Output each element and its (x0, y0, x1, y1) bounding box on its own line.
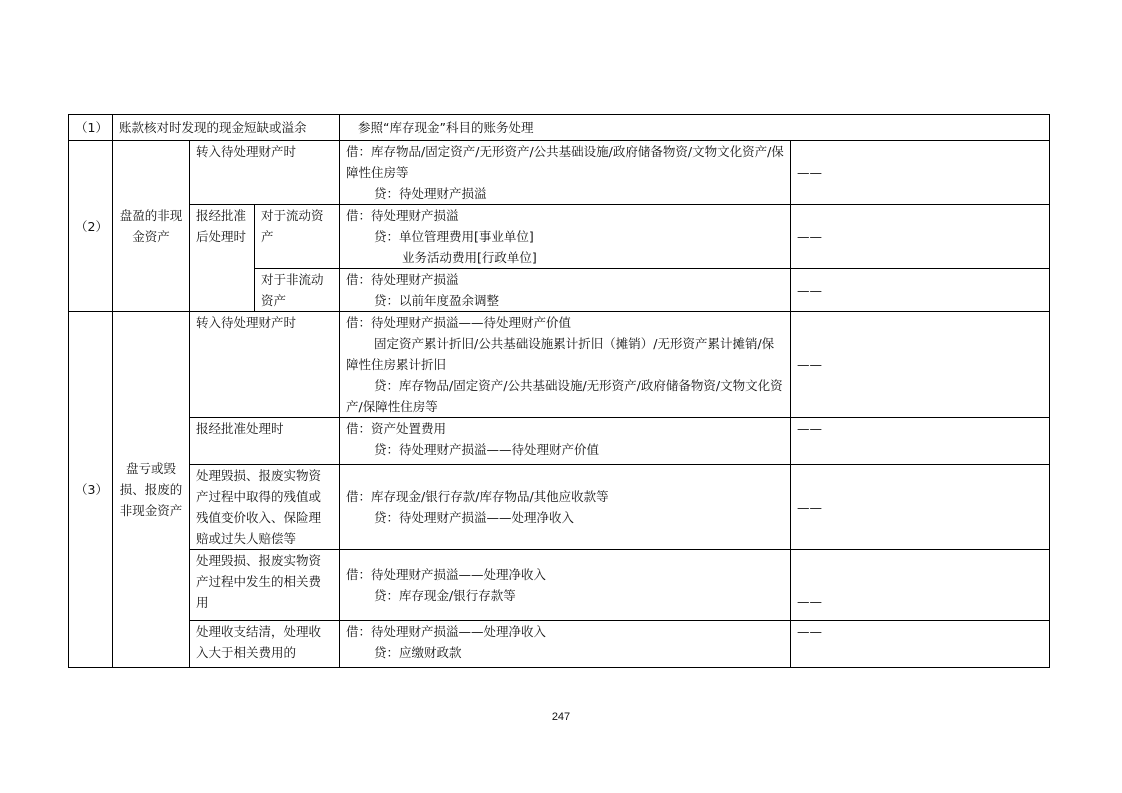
entry-line: 贷：以前年度盈余调整 (374, 293, 500, 308)
entry-line: 借：库存现金/银行存款/库存物品/其他应收款等 (346, 489, 609, 504)
budget-entry: —— (791, 312, 1050, 418)
table-row (69, 312, 1050, 418)
table-row (69, 465, 1050, 550)
entry-line: 借：资产处置费用 (346, 421, 447, 436)
table-row (69, 418, 1050, 465)
item-description: 账款核对时发现的现金短缺或溢余 (113, 115, 340, 141)
financial-entry (340, 269, 791, 312)
row-number: （3） (69, 312, 113, 668)
entry-line: 贷：单位管理费用[事业单位] (374, 229, 534, 244)
budget-entry: —— (791, 550, 1050, 621)
stage-label: 报经批准后处理时 (190, 205, 255, 312)
table-row (69, 141, 1050, 205)
budget-entry: —— (791, 205, 1050, 269)
financial-entry (340, 418, 791, 465)
stage-label: 报经批准处理时 (190, 418, 340, 465)
budget-entry: —— (791, 621, 1050, 668)
table-row (69, 205, 1050, 269)
financial-entry (340, 621, 791, 668)
budget-entry: —— (791, 418, 1050, 465)
budget-entry: —— (791, 269, 1050, 312)
entry-line: 业务活动费用[行政单位] (402, 250, 537, 265)
entry-line: 贷：待处理财产损溢——待处理财产价值 (374, 442, 600, 457)
asset-category: 盘盈的非现金资产 (113, 141, 190, 312)
row-number: （1） (69, 115, 113, 141)
financial-entry (340, 465, 791, 550)
entry-line: 贷：应缴财政款 (374, 645, 462, 660)
page-number: 247 (551, 711, 571, 723)
stage-label: 处理收支结清，处理收入大于相关费用的 (190, 621, 340, 668)
table-row (69, 115, 1050, 141)
entry-line: 借：待处理财产损溢——处理净收入 (346, 624, 547, 639)
entry-line: 借：待处理财产损溢 (346, 272, 459, 287)
stage-label: 转入待处理财产时 (190, 141, 340, 205)
stage-label: 处理毁损、报废实物资产过程中取得的残值或残值变价收入、保险理赔或过失人赔偿等 (190, 465, 340, 550)
entry-line: 贷：待处理财产损溢——处理净收入 (374, 510, 575, 525)
entry-line: 贷：库存物品/固定资产/公共基础设施/无形资产/政府储备物资/文物文化资产/保障性住房等 (346, 378, 783, 414)
entry-line: 借：待处理财产损溢——处理净收入 (346, 567, 547, 582)
entry-line: 固定资产累计折旧/公共基础设施累计折旧（摊销）/无形资产累计摊销/保障性住房累计折旧 (346, 336, 775, 372)
budget-entry: —— (791, 465, 1050, 550)
table-row (69, 621, 1050, 668)
asset-type-label: 对于非流动资产 (255, 269, 340, 312)
entry-line: 贷：待处理财产损溢 (374, 186, 487, 201)
financial-entry (340, 205, 791, 269)
stage-label: 处理毁损、报废实物资产过程中发生的相关费用 (190, 550, 340, 621)
asset-type-label: 对于流动资产 (255, 205, 340, 269)
accounting-entries-table (68, 114, 1050, 668)
budget-entry: —— (791, 141, 1050, 205)
entry-line: 借：待处理财产损溢 (346, 208, 459, 223)
table-row (69, 550, 1050, 621)
financial-entry (340, 141, 791, 205)
entry-line: 贷：库存现金/银行存款等 (374, 588, 516, 603)
financial-entry (340, 550, 791, 621)
entry-line: 借：待处理财产损溢——待处理财产价值 (346, 315, 572, 330)
financial-entry: 参照“库存现金”科目的账务处理 (340, 115, 1050, 141)
row-number: （2） (69, 141, 113, 312)
entry-line: 借：库存物品/固定资产/无形资产/公共基础设施/政府储备物资/文物文化资产/保障性住房等 (346, 144, 784, 180)
financial-entry (340, 312, 791, 418)
stage-label: 转入待处理财产时 (190, 312, 340, 418)
asset-category: 盘亏或毁损、报废的非现金资产 (113, 312, 190, 668)
